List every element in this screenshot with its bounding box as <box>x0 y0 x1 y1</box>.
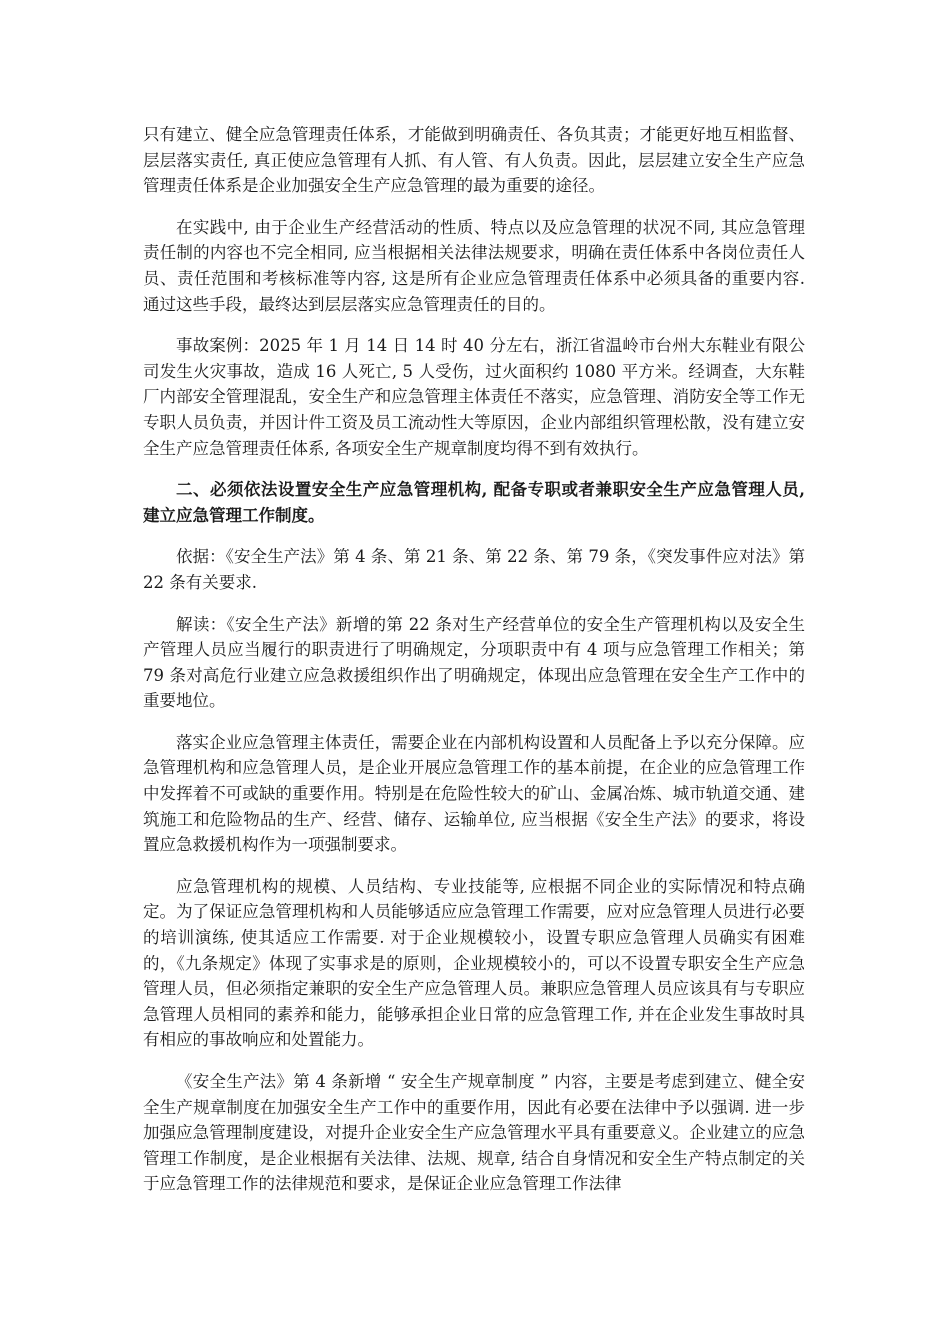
paragraph-responsibility-system: 只有建立、健全应急管理责任体系，才能做到明确责任、各负其责；才能更好地互相监督、层层落实责任, 真正使应急管理有人抓、有人管、有人负责。因此，层层建立安全生产应急管理责任体系是企业加强安全生产应急管理的最为重要的途径。 <box>143 125 805 196</box>
paragraph-basis: 依据：《安全生产法》第 4 条、第 21 条、第 22 条、第 79 条，《突发事件应对法》第 22 条有关要求. <box>143 547 805 592</box>
document-body <box>143 122 805 1213</box>
paragraph-interpretation: 解读：《安全生产法》新增的第 22 条对生产经营单位的安全生产管理机构以及安全生产管理人员应当履行的职责进行了明确规定，分项职责中有 4 项与应急管理工作相关；第 79 条对高危行业建立应急救援组织作出了明确规定，体现出应急管理在安全生产工作中的重要地位。 <box>143 614 805 711</box>
paragraph-practice: 在实践中, 由于企业生产经营活动的性质、特点以及应急管理的状况不同, 其应急管理责任制的内容也不完全相同, 应当根据相关法律法规要求，明确在责任体系中各岗位责任人员、责任范围和考核标准等内容, 这是所有企业应急管理责任体系中必须具备的重要内容. 通过这些手段，最终达到层层落实应急管理责任的目的。 <box>143 217 805 314</box>
paragraph-organization-scale: 应急管理机构的规模、人员结构、专业技能等, 应根据不同企业的实际情况和特点确定。为了保证应急管理机构和人员能够适应应急管理工作需要，应对应急管理人员进行必要的培训演练, 使其适应工作需要. 对于企业规模较小，设置专职应急管理人员确实有困难的，《九条规定》体现了实事求是的原则，企业规模较小的，可以不设置专职安全生产应急管理人员，但必须指定兼职的安全生产应急管理人员。兼职应急管理人员应该具有与专职应急管理人员相同的素养和能力，能够承担企业日常的应急管理工作, 并在企业发生事故时具有相应的事故响应和处置能力。 <box>143 876 805 1050</box>
section-heading-two: 二、必须依法设置安全生产应急管理机构, 配备专职或者兼职安全生产应急管理人员, 建立应急管理工作制度。 <box>143 480 805 525</box>
paragraph-regulations: 《安全生产法》第 4 条新增 “ 安全生产规章制度 ” 内容，主要是考虑到建立、健全安全生产规章制度在加强安全生产工作中的重要作用，因此有必要在法律中予以强调. 进一步加强应急管理制度建设，对提升企业安全生产应急管理水平具有重要意义。企业建立的应急管理工作制度，是企业根据有关法律、法规、规章, 结合自身情况和安全生产特点制定的关于应急管理工作的法律规范和要求，是保证企业应急管理工作法律 <box>143 1072 805 1194</box>
paragraph-accident-case: 事故案例：2025 年 1 月 14 日 14 时 40 分左右，浙江省温岭市台州大东鞋业有限公司发生火灾事故，造成 16 人死亡, 5 人受伤，过火面积约 1080 平方米。经调查，大东鞋厂内部安全管理混乱，安全生产和应急管理主体责任不落实，应急管理、消防安全等工作无专职人员负责，并因计件工资及员工流动性大等原因，企业内部组织管理松散，没有建立安全生产应急管理责任体系, 各项安全生产规章制度均得不到有效执行。 <box>143 336 805 458</box>
paragraph-main-responsibility: 落实企业应急管理主体责任，需要企业在内部机构设置和人员配备上予以充分保障。应急管理机构和应急管理人员，是企业开展应急管理工作的基本前提，在企业的应急管理工作中发挥着不可或缺的重要作用。特别是在危险性较大的矿山、金属冶炼、城市轨道交通、建筑施工和危险物品的生产、经营、储存、运输单位, 应当根据《安全生产法》的要求，将设置应急救援机构作为一项强制要求。 <box>143 732 805 855</box>
